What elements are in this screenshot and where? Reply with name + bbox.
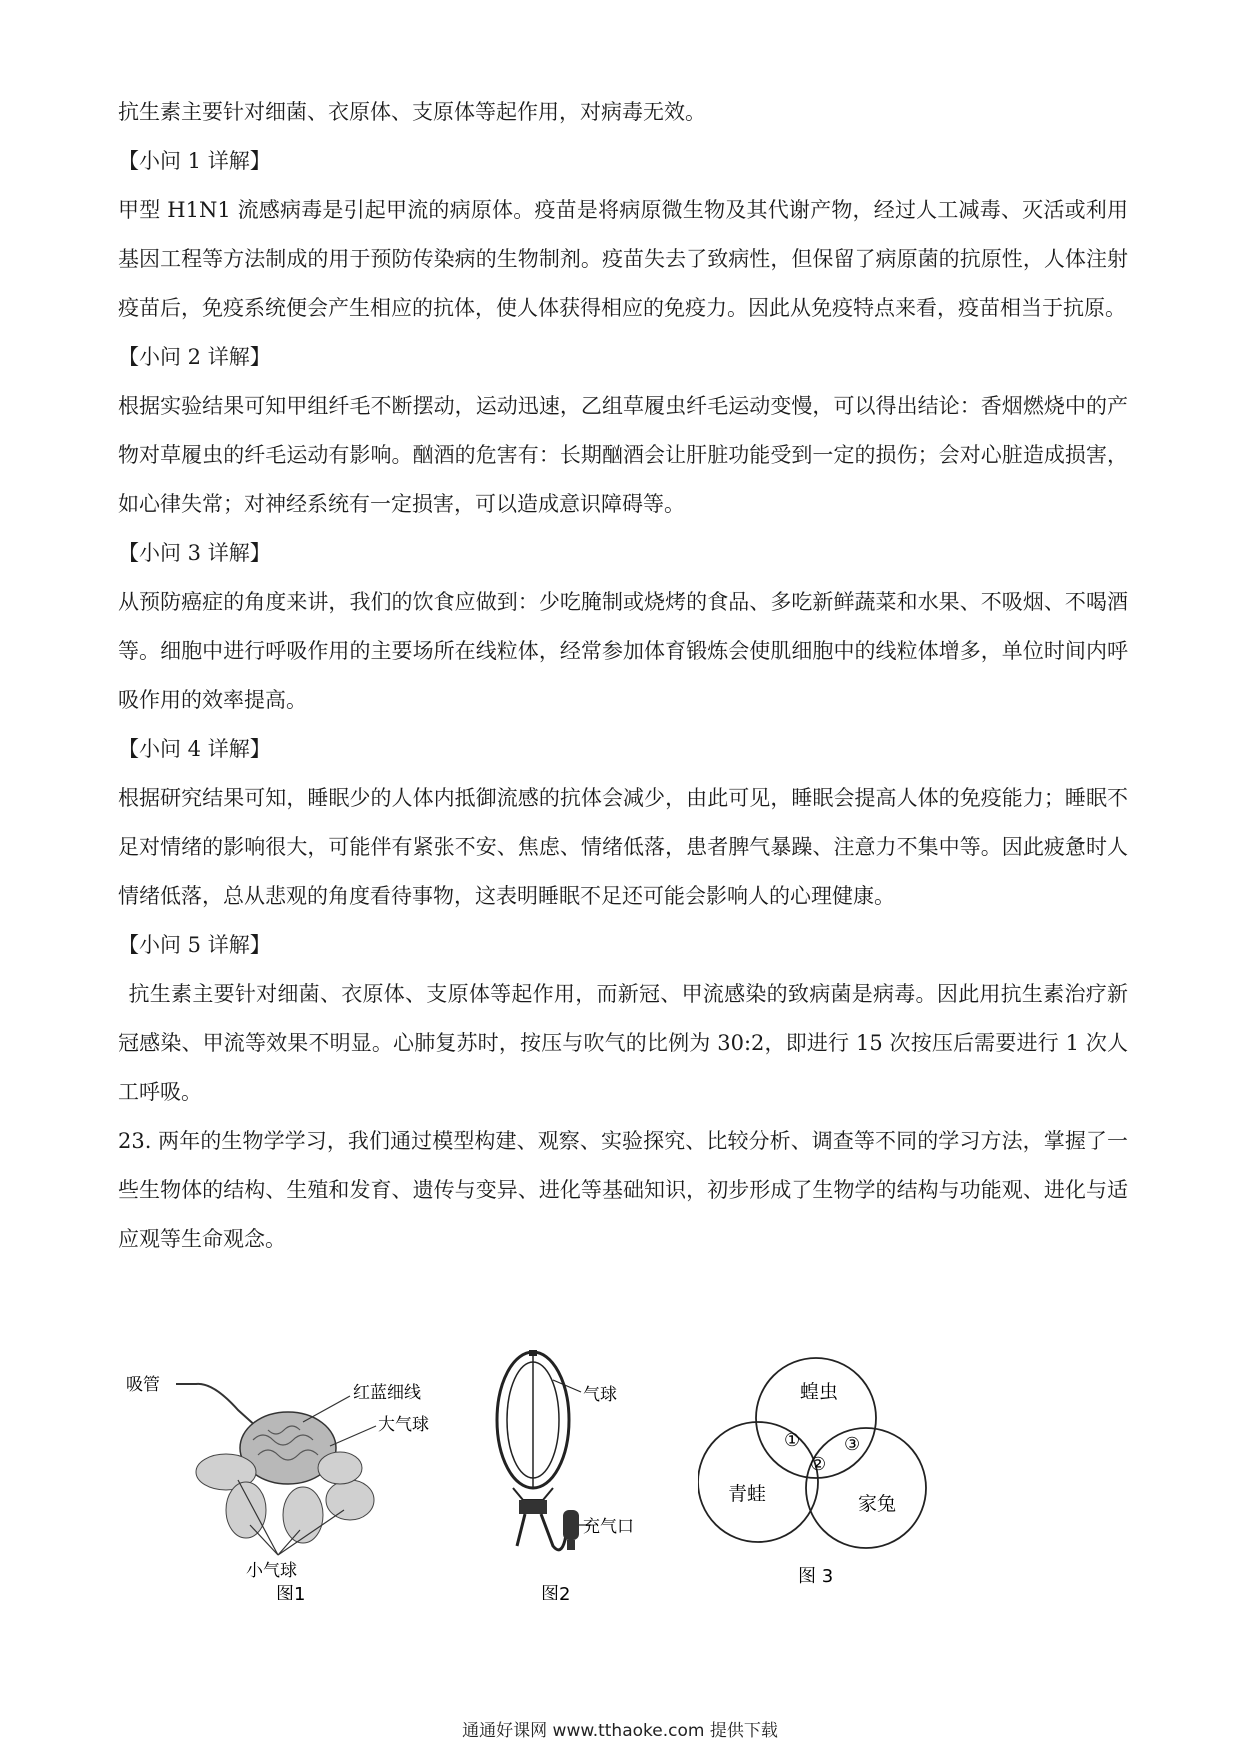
figure-1-label-small-balloon: 小气球 [246,1561,297,1581]
sub-question-1-answer: 甲型 H1N1 流感病毒是引起甲流的病原体。疫苗是将病原微生物及其代谢产物，经过人工减毒、灭活或利用基因工程等方法制成的用于预防传染病的生物制剂。疫苗失去了致病性，但保留了病原菌的抗原性，人体注射疫苗后，免疫系统便会产生相应的抗体，使人体获得相应的免疫力。因此从免疫特点来看，疫苗相当于抗原。 [118,198,1128,320]
sub-question-5-heading: 【小问 5 详解】 [118,933,271,957]
figure-1-label-straw: 吸管 [126,1375,160,1395]
sub-question-3-answer: 从预防癌症的角度来讲，我们的饮食应做到：少吃腌制或烧烤的食品、多吃新鲜蔬菜和水果、不吸烟、不喝酒等。细胞中进行呼吸作用的主要场所在线粒体，经常参加体育锻炼会使肌细胞中的线粒体增多，单位时间内呼吸作用的效率提高。 [118,590,1128,712]
figure-2 [483,1350,653,1604]
sub-question-4-heading: 【小问 4 详解】 [118,737,271,761]
figure-1-caption: 图1 [276,1584,306,1600]
sub-question-2-heading: 【小问 2 详解】 [118,345,271,369]
figure-3-venn [698,1350,938,1600]
venn-label-locust: 蝗虫 [800,1381,839,1403]
figure-1-label-thread: 红蓝细线 [353,1383,421,1403]
venn-region-1: ① [784,1430,801,1451]
figure-3 [698,1350,938,1604]
question-23-text: 23. 两年的生物学学习，我们通过模型构建、观察、实验探究、比较分析、调查等不同的学习方法，掌握了一些生物体的结构、生殖和发育、遗传与变异、进化等基础知识，初步形成了生物学的结构与功能观、进化与适应观等生命观念。 [118,1129,1128,1251]
figures-row [118,1350,1128,1600]
venn-region-3: ③ [844,1434,861,1455]
venn-label-rabbit: 家兔 [858,1493,897,1515]
figure-2-label-balloon: 气球 [583,1385,617,1405]
intro-paragraph: 抗生素主要针对细菌、衣原体、支原体等起作用，对病毒无效。 [118,100,706,124]
page-footer: 通通好课网 www.tthaoke.com 提供下载 [462,1721,778,1741]
figure-3-caption: 图 3 [798,1566,834,1587]
figure-1-label-big-balloon: 大气球 [378,1415,429,1435]
sub-question-3-heading: 【小问 3 详解】 [118,541,271,565]
venn-region-2: ② [810,1454,827,1475]
figure-2-label-inlet: 充气口 [583,1517,634,1537]
document-body [118,88,1128,1264]
sub-question-5-answer: 抗生素主要针对细菌、衣原体、支原体等起作用，而新冠、甲流感染的致病菌是病毒。因此用抗生素治疗新冠感染、甲流等效果不明显。心肺复苏时，按压与吹气的比例为 30:2，即进行 15 次按压后需要进行 1 次人工呼吸。 [118,982,1128,1104]
sub-question-4-answer: 根据研究结果可知，睡眠少的人体内抵御流感的抗体会减少，由此可见，睡眠会提高人体的免疫能力；睡眠不足对情绪的影响很大，可能伴有紧张不安、焦虑、情绪低落，患者脾气暴躁、注意力不集中等。因此疲惫时人情绪低落，总从悲观的角度看待事物，这表明睡眠不足还可能会影响人的心理健康。 [118,786,1128,908]
circle-rabbit [806,1428,926,1548]
venn-label-frog: 青蛙 [728,1483,767,1505]
figure-2-drawing [483,1350,653,1600]
figure-2-caption: 图2 [541,1584,571,1600]
sub-question-1-heading: 【小问 1 详解】 [118,149,271,173]
figure-1-drawing [118,1350,478,1600]
figure-1 [118,1350,478,1604]
sub-question-2-answer: 根据实验结果可知甲组纤毛不断摆动，运动迅速，乙组草履虫纤毛运动变慢，可以得出结论：香烟燃烧中的产物对草履虫的纤毛运动有影响。酗酒的危害有：长期酗酒会让肝脏功能受到一定的损伤；会对心脏造成损害，如心律失常；对神经系统有一定损害，可以造成意识障碍等。 [118,394,1128,516]
